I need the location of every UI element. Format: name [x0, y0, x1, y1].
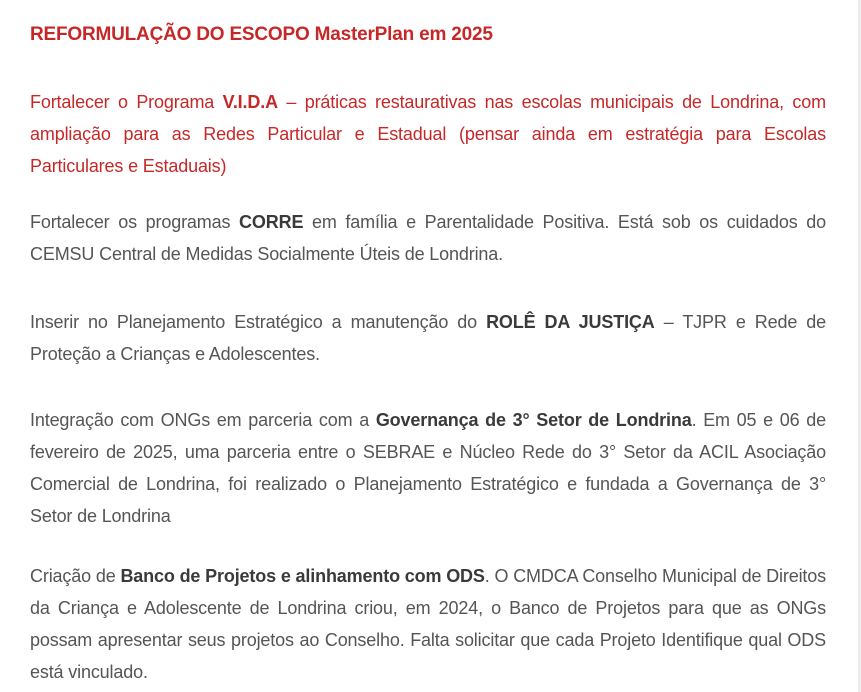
paragraph-highlight: ROLÊ DA JUSTIÇA	[486, 312, 655, 332]
paragraph-text: Fortalecer os programas	[30, 212, 240, 232]
section-heading: REFORMULAÇÃO DO ESCOPO MasterPlan em 2025	[30, 24, 493, 45]
paragraph-highlight: Governança de 3° Setor de Londrina	[375, 410, 692, 430]
paragraph-highlight: Banco de Projetos e alinhamento com ODS	[120, 566, 485, 586]
paragraph-governanca	[30, 404, 826, 532]
paragraph-role-da-justica	[30, 306, 826, 370]
paragraph-text: Criação de	[30, 566, 121, 586]
paragraph-text: – TJPR e Rede de Proteção a Crianças e Adolescentes.	[30, 312, 826, 364]
paragraph-text: em família e Parentalidade Positiva. Está sob os cuidados do CEMSU Central de Medidas Socialmente Úteis de Londrina.	[30, 212, 826, 264]
paragraph-text: Fortalecer o Programa	[30, 92, 223, 112]
paragraph-vida	[30, 86, 826, 182]
paragraph-text: Inserir no Planejamento Estratégico a manutenção do	[30, 312, 487, 332]
paragraph-text: . Em 05 e 06 de fevereiro de 2025, uma parceria entre o SEBRAE e Núcleo Rede do 3° Setor da ACIL Asociação Comercial de Londrina, foi realizado o Planejamento Estratégico e fundada a Governança de 3° Setor de Londrina	[30, 410, 826, 526]
paragraph-corre	[30, 206, 826, 270]
paragraph-text: Integração com ONGs em parceria com a	[30, 410, 376, 430]
paragraph-text: . O CMDCA Conselho Municipal de Direitos da Criança e Adolescente de Londrina criou, em 2024, o Banco de Projetos para que as ONGs possam apresentar seus projetos ao Conselho. Falta solicitar que cada Projeto Identifique qual ODS está vinculado.	[30, 566, 826, 682]
paragraph-text: – práticas restaurativas nas escolas municipais de Londrina, com ampliação para as Redes Particular e Estadual (pensar ainda em estratégia para Escolas Particulares e Estaduais)	[30, 92, 826, 176]
paragraph-highlight: CORRE	[239, 212, 304, 232]
paragraph-banco-de-projetos	[30, 560, 826, 688]
paragraph-highlight: V.I.D.A	[222, 92, 278, 112]
